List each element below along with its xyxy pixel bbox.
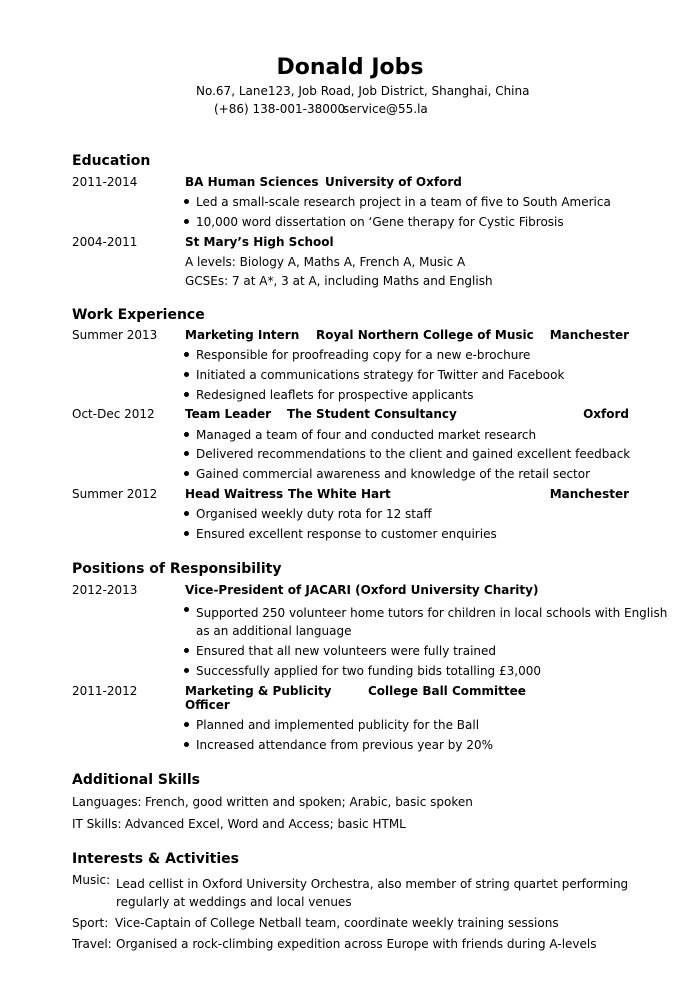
bullet-dot-icon <box>184 451 189 456</box>
job-role: Team Leader <box>185 407 272 421</box>
organisation: The Student Consultancy <box>287 407 457 421</box>
sport-value: Vice-Captain of College Netball team, coordinate weekly training sessions <box>115 916 559 930</box>
entry-date: 2004-2011 <box>72 235 138 249</box>
phone: (+86) 138-001-38000 <box>214 102 346 116</box>
institution: St Mary’s High School <box>185 235 334 249</box>
bullet-dot-icon <box>184 471 189 476</box>
entry-date: Summer 2012 <box>72 487 158 501</box>
bullet-dot-icon <box>184 352 189 357</box>
section-title-work: Work Experience <box>72 307 205 323</box>
languages-value: French, good written and spoken; Arabic, basic spoken <box>145 795 473 809</box>
travel-value: Organised a rock-climbing expedition across Europe with friends during A-levels <box>116 937 597 951</box>
degree: BA Human Sciences <box>185 175 319 189</box>
music-value: Lead cellist in Oxford University Orchestra, also member of string quartet performing <box>116 877 629 891</box>
location: Manchester <box>549 328 629 342</box>
position-role: Vice-President of JACARI (Oxford University Charity) <box>185 583 539 597</box>
candidate-name: Donald Jobs <box>276 55 424 80</box>
travel-label: Travel: <box>72 937 112 951</box>
bullet-dot-icon <box>184 392 189 397</box>
bullet-dot-icon <box>184 668 189 673</box>
section-title-interests: Interests & Activities <box>72 851 239 867</box>
bullet-dot-icon <box>184 432 189 437</box>
job-role: Marketing Intern <box>185 328 300 342</box>
entry-date: 2011-2014 <box>72 175 138 189</box>
entry-date: Oct-Dec 2012 <box>72 407 155 421</box>
location: Manchester <box>549 487 629 501</box>
position-role: Marketing & Publicity <box>185 684 332 698</box>
section-title-skills: Additional Skills <box>72 772 200 788</box>
qualification-line: A levels: Biology A, Maths A, French A, Music A <box>185 255 466 269</box>
institution: University of Oxford <box>325 175 462 189</box>
sport-label: Sport: <box>72 916 109 930</box>
bullet-dot-icon <box>184 372 189 377</box>
entry-date: Summer 2013 <box>72 328 158 342</box>
position-role: Officer <box>185 698 230 712</box>
languages-label: Languages: <box>72 795 142 809</box>
bullet-dot-icon <box>184 199 189 204</box>
job-role: Head Waitress <box>185 487 284 501</box>
entry-date: 2011-2012 <box>72 684 138 698</box>
music-value: regularly at weddings and local venues <box>116 895 352 909</box>
bullet-dot-icon <box>184 531 189 536</box>
it-skills-label: IT Skills: <box>72 817 122 831</box>
location: Oxford <box>583 407 629 421</box>
it-skills-value: Advanced Excel, Word and Access; basic HTML <box>125 817 406 831</box>
qualification-line: GCSEs: 7 at A*, 3 at A, including Maths and English <box>185 274 493 288</box>
bullet-dot-icon <box>184 511 189 516</box>
music-label: Music: <box>72 873 111 887</box>
bullet-dot-icon <box>184 742 189 747</box>
bullet-dot-icon <box>184 722 189 727</box>
organisation: Royal Northern College of Music <box>316 328 534 342</box>
bullet-dot-icon <box>184 607 189 612</box>
organisation: The White Hart <box>288 487 391 501</box>
address: No.67, Lane123, Job Road, Job District, Shanghai, China <box>196 84 530 98</box>
email: service@55.la <box>343 102 428 116</box>
entry-date: 2012-2013 <box>72 583 138 597</box>
section-title-positions: Positions of Responsibility <box>72 561 282 577</box>
bullet-dot-icon <box>184 219 189 224</box>
section-title-education: Education <box>72 153 151 169</box>
organisation: College Ball Committee <box>368 684 526 698</box>
bullet-dot-icon <box>184 648 189 653</box>
